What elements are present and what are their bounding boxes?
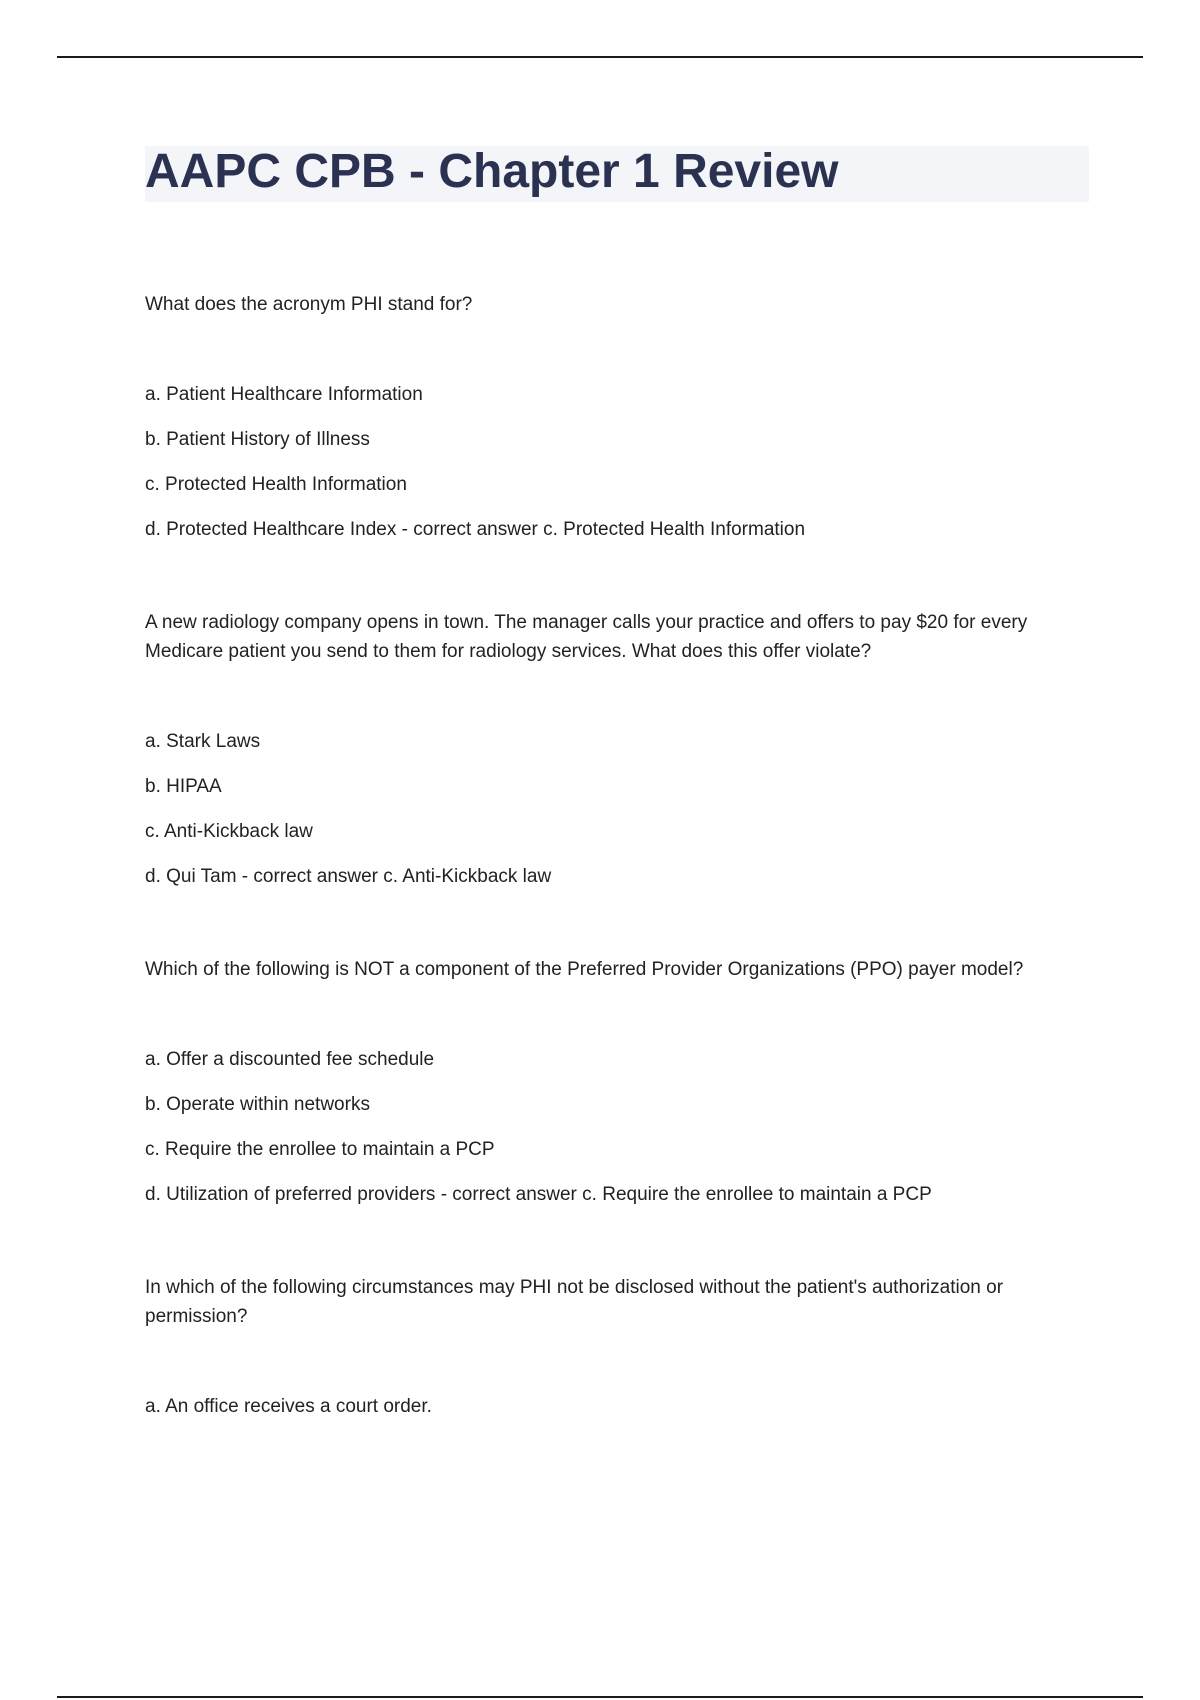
answer-option: a. Offer a discounted fee schedule [145, 1049, 435, 1070]
answer-option: d. Qui Tam - correct answer c. Anti-Kickback law [145, 866, 552, 887]
answer-options [145, 380, 1095, 544]
answer-option: b. HIPAA [145, 776, 222, 797]
answer-option: a. An office receives a court order. [145, 1396, 432, 1417]
top-divider [57, 56, 1143, 58]
answer-options [145, 727, 1095, 891]
question-list [145, 290, 1095, 1421]
question-prompt: In which of the following circumstances may PHI not be disclosed without the patient's authorization or permission? [145, 1277, 1004, 1327]
answer-option: b. Operate within networks [145, 1094, 370, 1115]
answer-option: a. Stark Laws [145, 731, 261, 752]
answer-option: d. Utilization of preferred providers - correct answer c. Require the enrollee to maintain a PCP [145, 1184, 932, 1205]
answer-option: b. Patient History of Illness [145, 429, 370, 450]
question-prompt: Which of the following is NOT a component of the Preferred Provider Organizations (PPO) payer model? [145, 959, 1024, 980]
page-title: AAPC CPB - Chapter 1 Review [145, 145, 839, 198]
answer-options [145, 1045, 1095, 1209]
question-prompt: What does the acronym PHI stand for? [145, 294, 473, 315]
answer-options [145, 1392, 1095, 1421]
answer-option: c. Anti-Kickback law [145, 821, 313, 842]
bottom-divider [57, 1696, 1143, 1698]
question-block [145, 290, 1095, 544]
question-block [145, 1273, 1095, 1421]
answer-option: c. Require the enrollee to maintain a PCP [145, 1139, 495, 1160]
answer-option: c. Protected Health Information [145, 474, 407, 495]
answer-option: d. Protected Healthcare Index - correct answer c. Protected Health Information [145, 519, 806, 540]
question-block [145, 955, 1095, 1209]
question-block [145, 608, 1095, 891]
question-prompt: A new radiology company opens in town. The manager calls your practice and offers to pay $20 for every Medicare patient you send to them for radiology services. What does this offer violate? [145, 612, 1028, 662]
answer-option: a. Patient Healthcare Information [145, 384, 423, 405]
